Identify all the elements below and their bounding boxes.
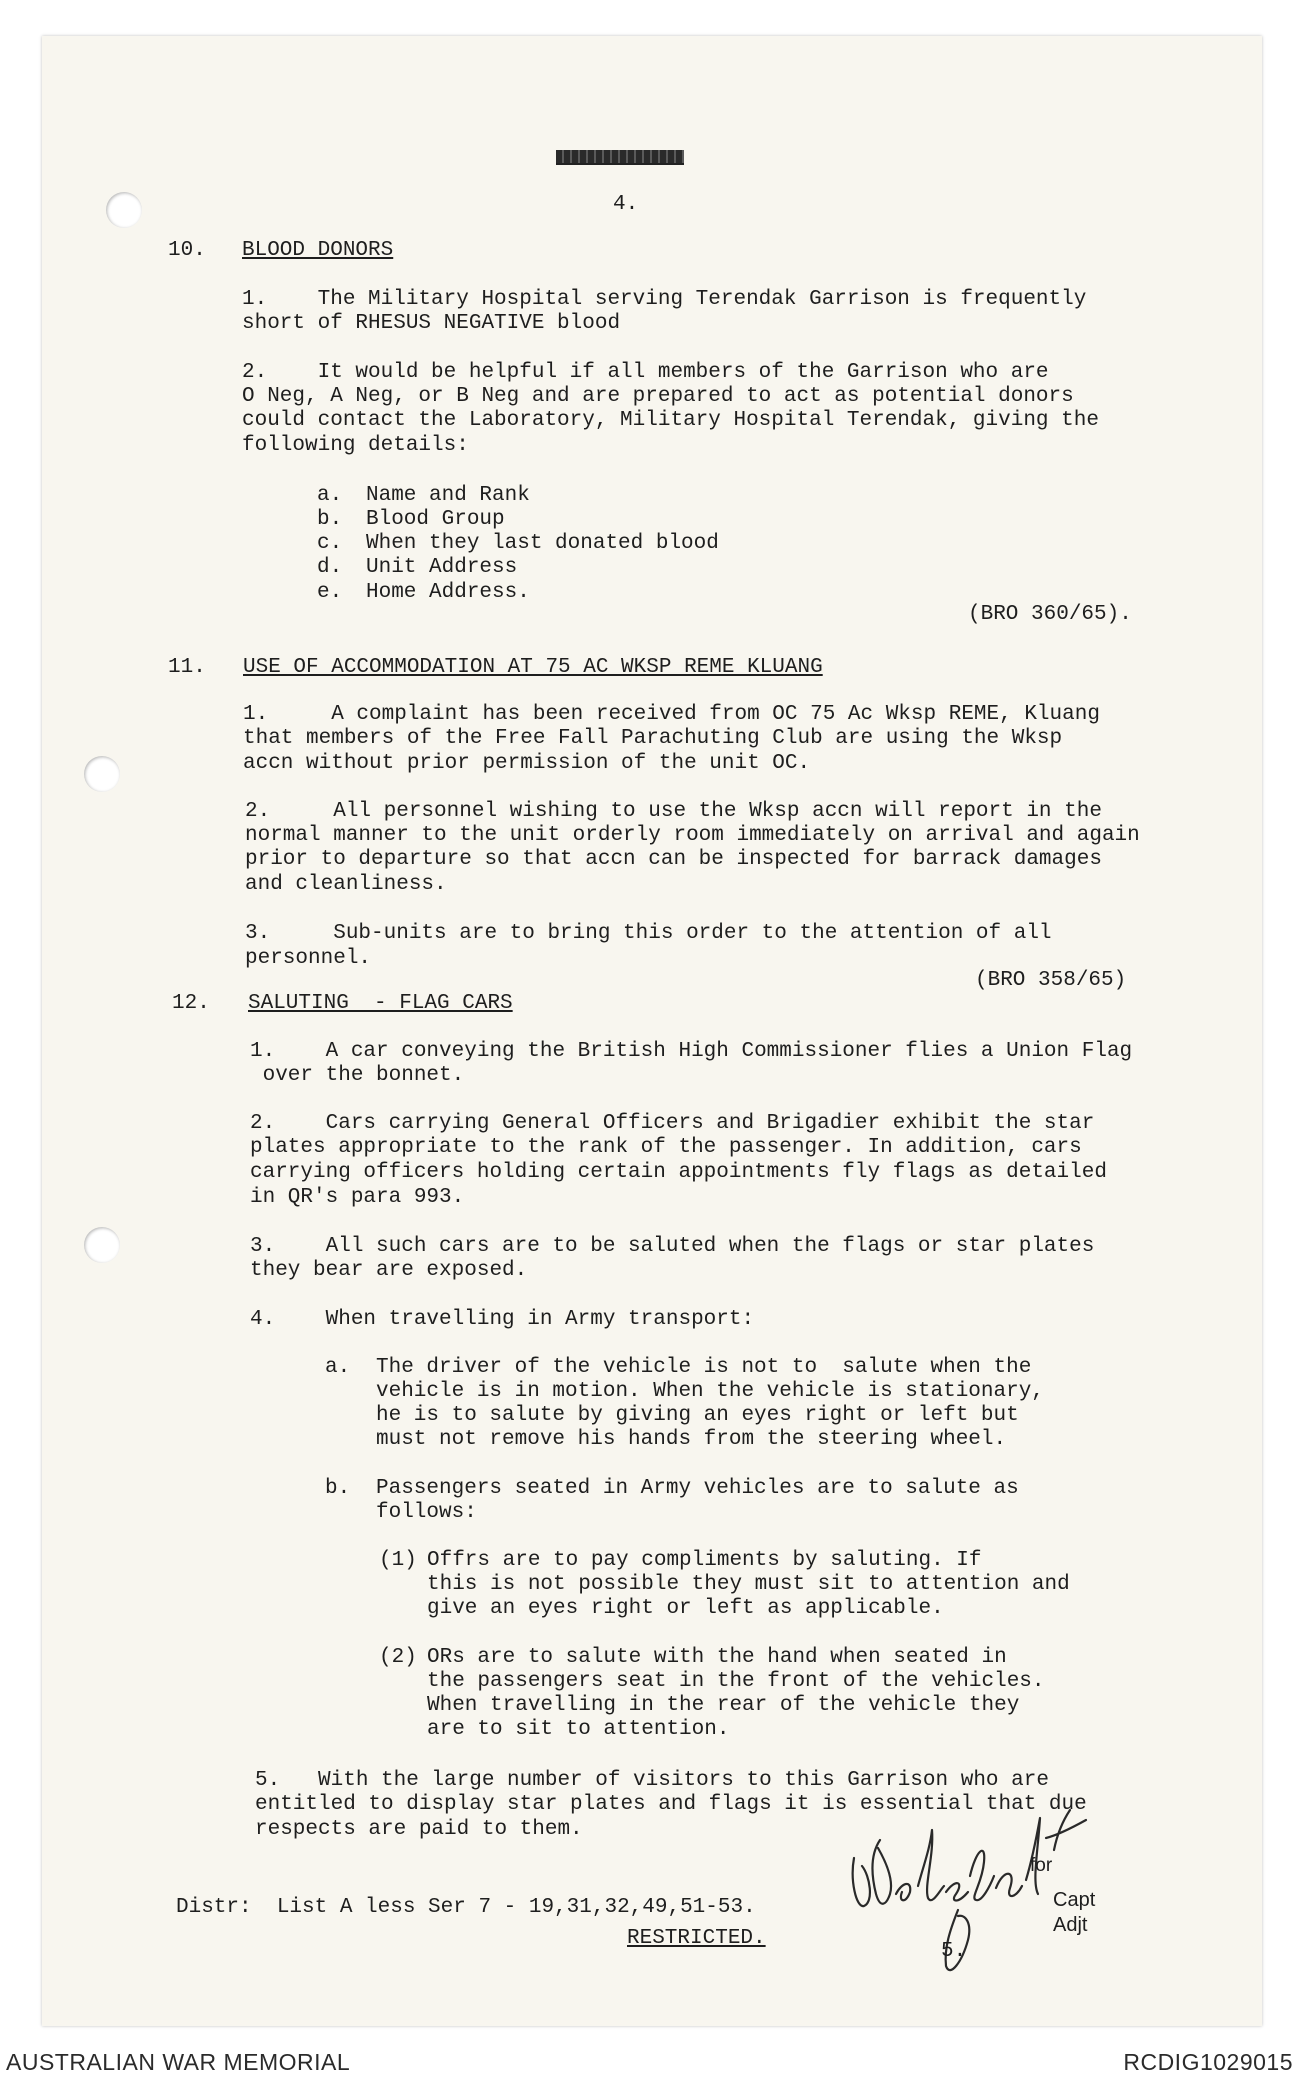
- paragraph-line: entitled to display star plates and flags it is essential that due: [255, 1793, 1087, 1816]
- list-item: Home Address.: [366, 581, 530, 604]
- list-item-line: Passengers seated in Army vehicles are to salute as: [376, 1477, 1019, 1500]
- list-marker: b.: [317, 508, 343, 531]
- paragraph-line: 2. It would be helpful if all members of the Garrison who are: [242, 361, 1049, 384]
- paragraph-line: could contact the Laboratory, Military Hospital Terendak, giving the: [242, 409, 1099, 432]
- section-number: 11.: [168, 656, 206, 679]
- punch-hole: [84, 1227, 120, 1263]
- paragraph-line: personnel.: [245, 947, 372, 970]
- paragraph-line: 1. A car conveying the British High Commissioner flies a Union Flag: [250, 1040, 1133, 1063]
- list-marker: b.: [325, 1477, 351, 1500]
- section-title: BLOOD DONORS: [242, 239, 394, 262]
- section-title: SALUTING - FLAG CARS: [248, 992, 513, 1015]
- list-marker: (2): [379, 1646, 417, 1669]
- paragraph-line: 3. All such cars are to be saluted when the flags or star plates: [250, 1235, 1095, 1258]
- paragraph-line: respects are paid to them.: [255, 1818, 583, 1841]
- signatory-appointment: Adjt: [1053, 1914, 1088, 1936]
- paragraph-line: plates appropriate to the rank of the passenger. In addition, cars: [250, 1136, 1082, 1159]
- list-item-line: the passengers seat in the front of the vehicles.: [427, 1670, 1045, 1693]
- paragraph-line: short of RHESUS NEGATIVE blood: [242, 312, 621, 335]
- paragraph-line: 5. With the large number of visitors to this Garrison who are: [255, 1769, 1049, 1792]
- classification-marking: RESTRICTED.: [627, 1927, 766, 1950]
- signatory-rank: Capt: [1053, 1889, 1096, 1911]
- list-item-line: must not remove his hands from the steering wheel.: [376, 1428, 1007, 1451]
- paragraph-line: in QR's para 993.: [250, 1186, 465, 1209]
- page-number: 4.: [613, 193, 639, 216]
- paragraph-line: prior to departure so that accn can be inspected for barrack damages: [245, 848, 1102, 871]
- list-item-line: ORs are to salute with the hand when seated in: [427, 1646, 1007, 1669]
- punch-hole: [84, 756, 120, 792]
- paragraph-line: following details:: [242, 434, 469, 457]
- signature-for-label: for: [1030, 1855, 1053, 1876]
- paragraph-line: 1. A complaint has been received from OC 75 Ac Wksp REME, Kluang: [243, 703, 1100, 726]
- list-item-line: The driver of the vehicle is not to salute when the: [376, 1356, 1032, 1379]
- paragraph-line: carrying officers holding certain appointments fly flags as detailed: [250, 1161, 1107, 1184]
- paragraph-line: 2. Cars carrying General Officers and Brigadier exhibit the star: [250, 1112, 1095, 1135]
- bro-reference: (BRO 358/65): [975, 969, 1127, 992]
- paragraph-line: accn without prior permission of the unit OC.: [243, 752, 811, 775]
- section-title: USE OF ACCOMMODATION AT 75 AC WKSP REME KLUANG: [243, 656, 823, 679]
- section-number: 12.: [172, 992, 210, 1015]
- list-item: Blood Group: [366, 508, 505, 531]
- paragraph-line: 3. Sub-units are to bring this order to the attention of all: [245, 922, 1052, 945]
- next-page-number: 5.: [941, 1940, 967, 1963]
- list-item: When they last donated blood: [366, 532, 719, 555]
- list-marker: a.: [317, 484, 343, 507]
- archive-footer-left: AUSTRALIAN WAR MEMORIAL: [6, 2049, 351, 2075]
- list-item: Unit Address: [366, 556, 518, 579]
- list-marker: e.: [317, 581, 343, 604]
- list-marker: a.: [325, 1356, 351, 1379]
- list-item-line: he is to salute by giving an eyes right or left but: [376, 1404, 1019, 1427]
- paragraph-line: over the bonnet.: [250, 1064, 465, 1087]
- section-number: 10.: [168, 239, 206, 262]
- paragraph-line: 2. All personnel wishing to use the Wksp accn will report in the: [245, 800, 1102, 823]
- list-marker: (1): [379, 1549, 417, 1572]
- list-item-line: are to sit to attention.: [427, 1718, 730, 1741]
- paragraph-line: 4. When travelling in Army transport:: [250, 1308, 755, 1331]
- paragraph-line: normal manner to the unit orderly room immediately on arrival and again: [245, 824, 1140, 847]
- redacted-classification-mark: [556, 150, 684, 165]
- paragraph-line: and cleanliness.: [245, 873, 447, 896]
- list-item-line: Offrs are to pay compliments by saluting. If: [427, 1549, 982, 1572]
- list-item: Name and Rank: [366, 484, 530, 507]
- list-marker: c.: [317, 532, 343, 555]
- handwritten-signature: [840, 1790, 1140, 1980]
- paragraph-line: 1. The Military Hospital serving Terendak Garrison is frequently: [242, 288, 1087, 311]
- bro-reference: (BRO 360/65).: [968, 603, 1132, 626]
- distribution-list: Distr: List A less Ser 7 - 19,31,32,49,51-53.: [176, 1896, 756, 1919]
- paragraph-line: O Neg, A Neg, or B Neg and are prepared to act as potential donors: [242, 385, 1074, 408]
- list-marker: d.: [317, 556, 343, 579]
- punch-hole: [106, 192, 142, 228]
- list-item-line: vehicle is in motion. When the vehicle is stationary,: [376, 1380, 1044, 1403]
- archive-footer-right: RCDIG1029015: [1123, 2049, 1293, 2075]
- list-item-line: When travelling in the rear of the vehicle they: [427, 1694, 1020, 1717]
- paragraph-line: that members of the Free Fall Parachuting Club are using the Wksp: [243, 727, 1063, 750]
- list-item-line: this is not possible they must sit to attention and: [427, 1573, 1070, 1596]
- paragraph-line: they bear are exposed.: [250, 1259, 528, 1282]
- list-item-line: follows:: [376, 1501, 477, 1524]
- list-item-line: give an eyes right or left as applicable.: [427, 1597, 944, 1620]
